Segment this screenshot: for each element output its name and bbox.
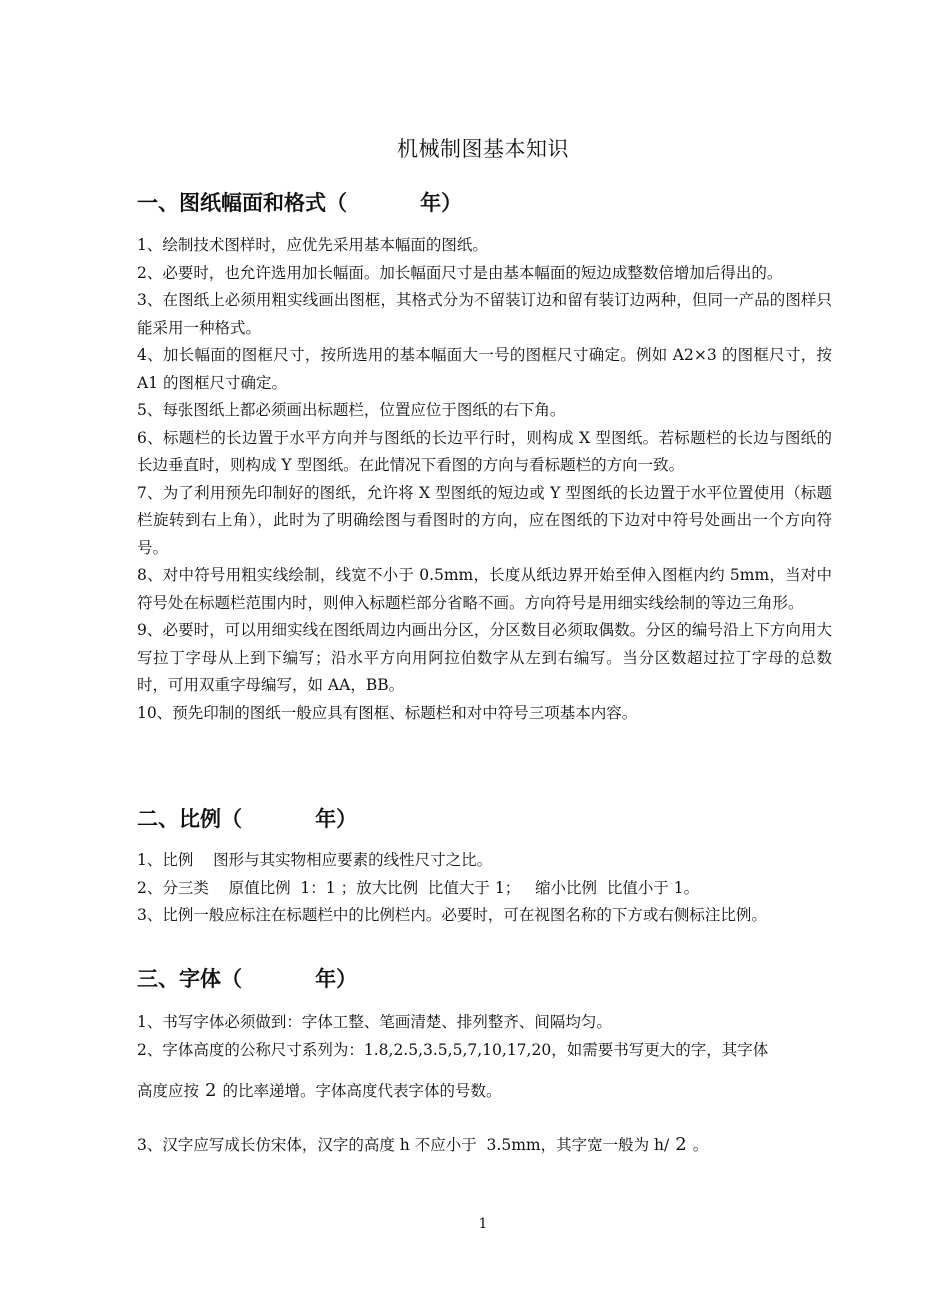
font-ratio-line [137, 1079, 501, 1101]
paragraph: 3、比例一般应标注在标题栏中的比例栏内。必要时，可在视图名称的下方或右侧标注比例。 [137, 906, 767, 924]
section-heading-3: 三、字体（ 年） [137, 967, 358, 991]
page-number: 1 [478, 1216, 488, 1232]
paragraph: 8、对中符号用粗实线绘制，线宽不小于 0.5mm，长度从纸边界开始至伸入图框内约 5mm，当对中符号处在标题栏范围内时，则伸入标题栏部分省略不画。方向符号是用细实线绘制的等边三角形。 [137, 566, 832, 612]
paragraph: 1、书写字体必须做到：字体工整、笔画清楚、排列整齐、间隔均匀。 [137, 1013, 612, 1031]
paragraph: 2、必要时，也允许选用加长幅面。加长幅面尺寸是由基本幅面的短边成整数倍增加后得出的。 [137, 263, 783, 282]
paragraph: 2、分三类 原值比例 1：1 ；放大比例 比值大于 1； 缩小比例 比值小于 1。 [137, 878, 700, 897]
paragraph: 1、绘制技术图样时，应优先采用基本幅面的图纸。 [137, 236, 488, 254]
paragraph: 10、预先印制的图纸一般应具有图框、标题栏和对中符号三项基本内容。 [137, 703, 638, 722]
section-heading-1: 一、图纸幅面和格式（ 年） [137, 191, 463, 215]
section-1-body [137, 232, 832, 727]
sqrt-two-value: 2 [675, 1134, 687, 1155]
text-fragment: 。 [692, 1136, 709, 1154]
section-3-body [137, 1009, 832, 1064]
paragraph: 9、必要时，可以用细实线在图纸周边内画出分区，分区数目必须取偶数。分区的编号沿上下方向用大写拉丁字母从上到下编写；沿水平方向用阿拉伯数字从左到右编写。当分区数超过拉丁字母的总数时，可用双重字母编写，如 AA，BB。 [137, 621, 832, 694]
paragraph: 2、字体高度的公称尺寸系列为：1.8,2.5,3.5,5,7,10,17,20，如需要书写更大的字，其字体 [137, 1040, 769, 1059]
paragraph: 3、在图纸上必须用粗实线画出图框，其格式分为不留装订边和留有装订边两种，但同一产品的图样只能采用一种格式。 [137, 291, 832, 337]
paragraph: 5、每张图纸上都必须画出标题栏，位置应位于图纸的右下角。 [137, 401, 566, 419]
section-heading-2: 二、比例（ 年） [137, 807, 358, 831]
text-fragment: 高度应按 [137, 1082, 200, 1100]
paragraph: 6、标题栏的长边置于水平方向并与图纸的长边平行时，则构成 X 型图纸。若标题栏的长边与图纸的长边垂直时，则构成 Y 型图纸。在此情况下看图的方向与看标题栏的方向一致。 [137, 428, 832, 474]
document-title: 机械制图基本知识 [397, 137, 569, 161]
section-2-body [137, 847, 832, 930]
paragraph: 7、为了利用预先印制好的图纸，允许将 X 型图纸的短边或 Y 型图纸的长边置于水平位置使用（标题栏旋转到右上角），此时为了明确绘图与看图时的方向，应在图纸的下边对中符号处画出一个方向符号。 [137, 483, 832, 557]
paragraph: 4、加长幅面的图框尺寸，按所选用的基本幅面大一号的图框尺寸确定。例如 A2×3 的图框尺寸，按 A1 的图框尺寸确定。 [137, 346, 832, 392]
text-fragment: 的比率递增。字体高度代表字体的号数。 [222, 1082, 502, 1100]
chinese-char-width-line [137, 1133, 708, 1155]
text-fragment: 3、汉字应写成长仿宋体，汉字的高度 h 不应小于 3.5mm，其字宽一般为 h/ [137, 1136, 670, 1154]
paragraph: 1、比例 图形与其实物相应要素的线性尺寸之比。 [137, 851, 493, 869]
sqrt-two-value: 2 [205, 1080, 217, 1101]
